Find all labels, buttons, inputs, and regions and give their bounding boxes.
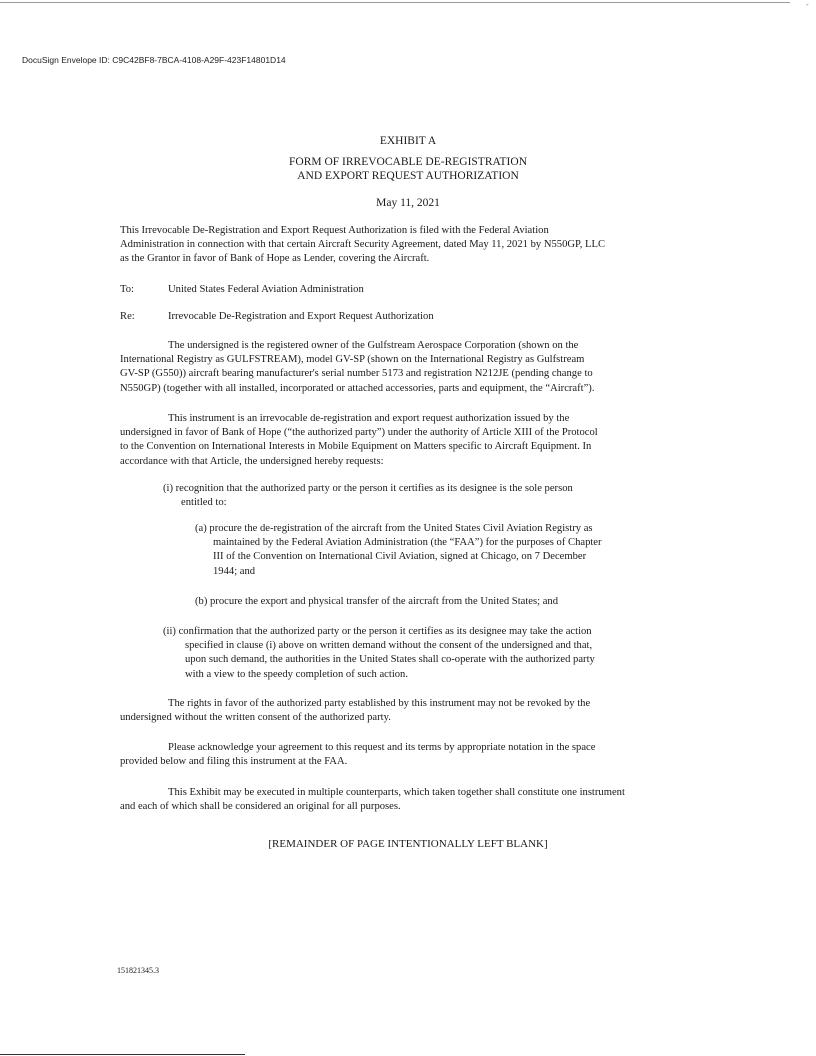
document-date: May 11, 2021: [376, 197, 440, 209]
owner-line: International Registry as GULFSTREAM), model GV-SP (shown on the International Registry as Gulfstream: [120, 354, 585, 366]
footer-document-id: 151821345.3: [117, 966, 159, 975]
rights-paragraph: [120, 697, 590, 725]
acknowledge-line: Please acknowledge your agreement to this request and its terms by appropriate notation in the space: [168, 742, 596, 753]
intro-line: as the Grantor in favor of Bank of Hope as Lender, covering the Aircraft.: [120, 253, 430, 265]
counterparts-line: and each of which shall be considered an original for all purposes.: [120, 801, 401, 813]
clause-a-line: III of the Convention on International Civil Aviation, signed at Chicago, on 7 December: [213, 551, 587, 563]
to-value: United States Federal Aviation Administration: [168, 284, 364, 295]
bottom-rule: [0, 1054, 245, 1055]
counterparts-paragraph: [120, 786, 625, 814]
intro-line: This Irrevocable De-Registration and Export Request Authorization is filed with the Federal Aviation: [120, 225, 549, 236]
to-line: [120, 283, 364, 297]
rights-line: The rights in favor of the authorized party established by this instrument may not be revoked by the: [168, 698, 591, 709]
clause-ii-line: upon such demand, the authorities in the United States shall co-operate with the authorized party: [185, 654, 595, 666]
owner-line: N550GP) (together with all installed, incorporated or attached accessories, parts and equipment, the “Aircraft”).: [120, 382, 595, 394]
re-label: Re:: [120, 311, 135, 322]
instrument-paragraph: [120, 412, 598, 469]
clause-ii: [163, 625, 595, 682]
clause-b-line: (b) procure the export and physical transfer of the aircraft from the United States; and: [195, 596, 558, 607]
clause-b: [195, 595, 558, 609]
acknowledge-line: provided below and filing this instrument at the FAA.: [120, 756, 348, 768]
clause-ii-line: with a view to the speedy completion of such action.: [185, 668, 409, 680]
owner-line: The undersigned is the registered owner of the Gulfstream Aerospace Corporation (shown on the: [168, 340, 579, 351]
clause-a-line: (a) procure the de-registration of the aircraft from the United States Civil Aviation Registry as: [195, 523, 593, 534]
instrument-line: to the Convention on International Interests in Mobile Equipment on Matters specific to Aircraft Equipment. In: [120, 441, 592, 453]
top-rule: [0, 2, 790, 3]
rights-line: undersigned without the written consent of the authorized party.: [120, 712, 391, 724]
form-title-line-2: AND EXPORT REQUEST AUTHORIZATION: [297, 170, 519, 182]
clause-a: [195, 522, 602, 579]
corner-mark: -: [806, 0, 809, 9]
clause-ii-line: (ii) confirmation that the authorized party or the person it certifies as its designee may take the action: [163, 626, 592, 637]
acknowledge-paragraph: [120, 741, 595, 769]
instrument-line: This instrument is an irrevocable de-registration and export request authorization issued by the: [168, 413, 570, 424]
clause-a-line: maintained by the Federal Aviation Administration (the “FAA”) for the purposes of Chapter: [213, 537, 602, 549]
re-value: Irrevocable De-Registration and Export Request Authorization: [168, 311, 434, 322]
clause-i-line: entitled to:: [181, 497, 227, 509]
clause-i: [163, 482, 573, 510]
owner-line: GV-SP (G550)) aircraft bearing manufacturer's serial number 5173 and registration N212JE (pending change to: [120, 368, 593, 380]
instrument-line: undersigned in favor of Bank of Hope (“the authorized party”) under the authority of Article XIII of the Protocol: [120, 427, 598, 439]
docusign-envelope-id: DocuSign Envelope ID: C9C42BF8-7BCA-4108-A29F-423F14801D14: [22, 55, 286, 65]
remainder-notice: [REMAINDER OF PAGE INTENTIONALLY LEFT BLANK]: [268, 838, 548, 850]
clause-i-line: (i) recognition that the authorized party or the person it certifies as its designee is the sole person: [163, 483, 573, 494]
clause-ii-line: specified in clause (i) above on written demand without the consent of the undersigned and that,: [185, 640, 593, 652]
intro-paragraph: [120, 224, 605, 267]
re-line: [120, 310, 434, 324]
clause-a-line: 1944; and: [213, 565, 256, 577]
counterparts-line: This Exhibit may be executed in multiple counterparts, which taken together shall constitute one instrument: [168, 787, 625, 798]
exhibit-title: EXHIBIT A: [379, 135, 437, 147]
instrument-line: accordance with that Article, the undersigned hereby requests:: [120, 455, 384, 467]
form-title-line-1: FORM OF IRREVOCABLE DE-REGISTRATION: [289, 156, 527, 168]
intro-line: Administration in connection with that certain Aircraft Security Agreement, dated May 11, 2021 by N550GP, LLC: [120, 239, 606, 251]
owner-paragraph: [120, 339, 594, 396]
to-label: To:: [120, 284, 134, 295]
